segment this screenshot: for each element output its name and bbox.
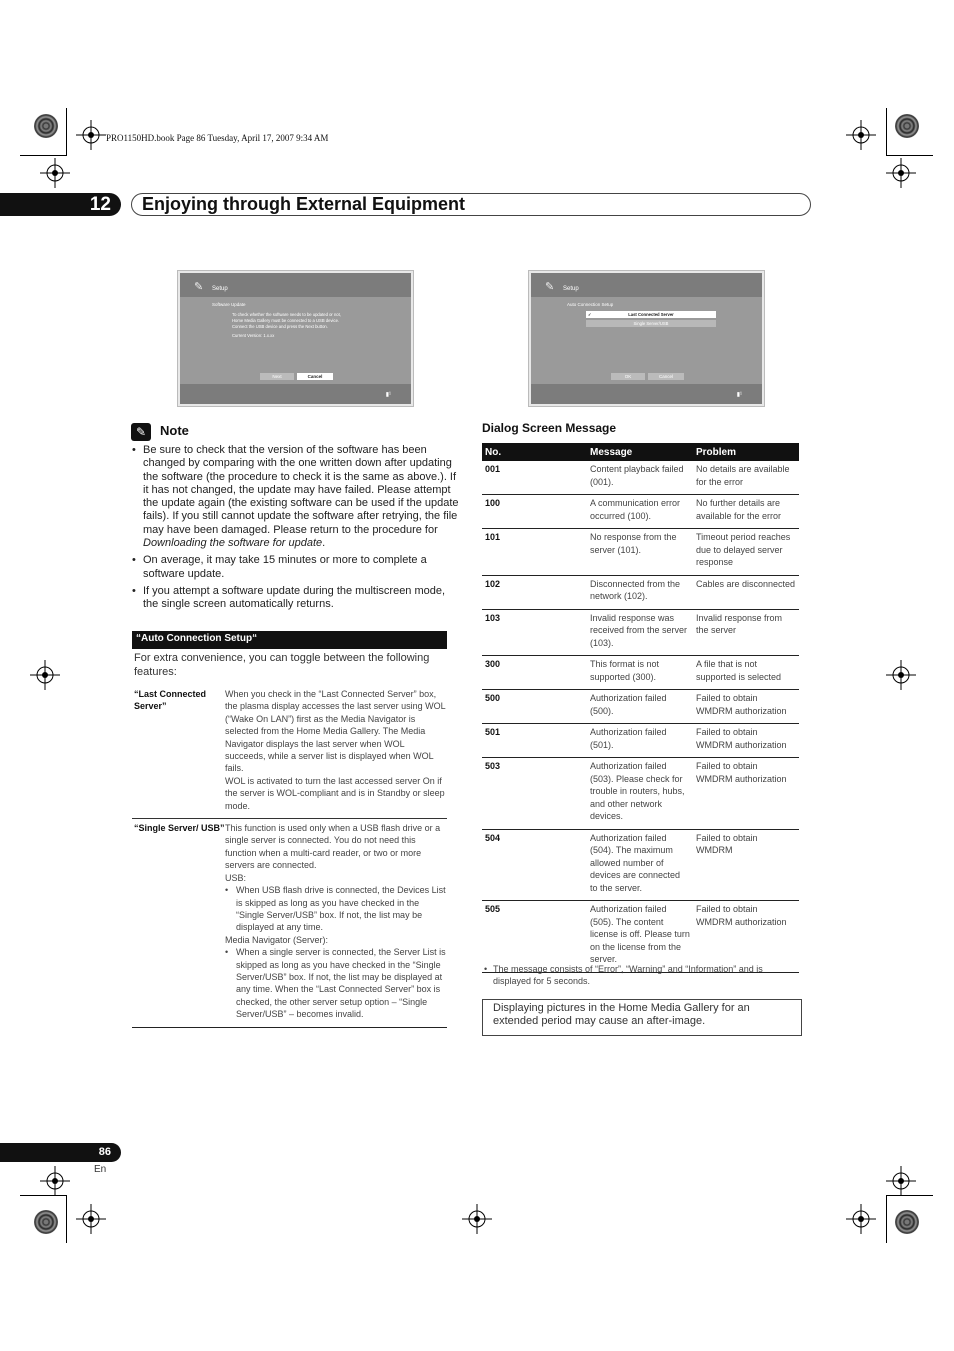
registration-mark-icon [40, 158, 70, 188]
screen-message [232, 312, 382, 339]
registration-mark-icon [846, 120, 876, 150]
screen-top-bar [180, 273, 411, 297]
cell-problem: Failed to obtain WMDRM authorization [693, 690, 799, 724]
next-button[interactable]: Next [260, 373, 294, 380]
cell-no: 001 [482, 461, 587, 495]
color-target-icon [895, 114, 919, 138]
table-footnote: • The message consists of “Error”, “Warning” and “Information” and is displayed for 5 seconds. [484, 963, 798, 987]
desc-para: When you check in the “Last Connected Server” box, the plasma display accesses the last server using WOL (“Wake On LAN”) first as the Media Navigator is selected from the Home Media Gallery. The Media Navigator displays the last server when WOL succeeds, while a server list is displayed when WOL fails. [225, 689, 446, 774]
dialog-section-title: Dialog Screen Message [482, 421, 617, 435]
cell-message: Authorization failed (504). The maximum allowed number of devices are connected to the server. [587, 829, 693, 901]
screen-bottom-bar [180, 384, 411, 404]
chapter-number: 12 [0, 193, 121, 216]
column-header: Message [587, 443, 693, 461]
cell-message: Authorization failed (501). [587, 724, 693, 758]
registration-mark-icon [76, 1204, 106, 1234]
cell-problem: Invalid response from the server [693, 609, 799, 656]
cell-problem: Timeout period reaches due to delayed server response [693, 529, 799, 576]
table-row [482, 529, 799, 576]
cell-no: 103 [482, 609, 587, 656]
cell-message: Content playback failed (001). [587, 461, 693, 495]
single-server-usb-option[interactable]: Single Server/USB [586, 320, 716, 327]
desc-bullet: • When a single server is connected, the Server List is skipped as long as you have checked in the “Single Server/USB” box. If not, the list may be displayed at any time. When the “Last Connected Server” box is checked, the other server setup option – “Single Server/USB” – becomes invalid. [225, 946, 447, 1020]
cell-no: 503 [482, 758, 587, 830]
auto-connection-screen [529, 271, 764, 406]
page-language: En [94, 1164, 107, 1175]
definition-row [132, 818, 447, 1027]
registration-mark-icon [76, 120, 106, 150]
note-item-text: Be sure to check that the version of the software has been changed by comparing with the one written down after updating the software (the procedure to check it is the same as above.). If it has not changed, the update may have failed. Please attempt the update again (the existing software can be used if the update fails). If you still cannot update the software after retrying, the file may have been damaged. Please return to the procedure for [143, 444, 459, 536]
cell-message: Authorization failed (505). The content license is off. Please turn on the license from the server. [587, 901, 693, 973]
note-item-end: . [322, 537, 326, 550]
cell-no: 501 [482, 724, 587, 758]
dialog-message-table [482, 443, 799, 973]
table-row [482, 690, 799, 724]
screen-title: Setup [212, 286, 228, 292]
page-number: 86 [0, 1143, 121, 1162]
cell-problem: No further details are available for the error [693, 495, 799, 529]
last-connected-server-option[interactable] [586, 311, 716, 318]
desc-label: USB: [225, 872, 247, 883]
chapter-title: Enjoying through External Equipment [131, 193, 811, 216]
cell-no: 300 [482, 656, 587, 690]
note-pencil-icon: ✎ [131, 423, 151, 441]
note-item-italic: Downloading the software for update [143, 537, 323, 550]
screen-title: Setup [563, 286, 579, 292]
cell-problem: Failed to obtain WMDRM authorization [693, 724, 799, 758]
cell-problem: Failed to obtain WMDRM [693, 829, 799, 901]
desc-label: Media Navigator (Server): [225, 934, 329, 945]
table-row [482, 829, 799, 901]
definition-desc [225, 822, 447, 1021]
cell-no: 101 [482, 529, 587, 576]
definition-row [132, 686, 447, 818]
cell-message: No response from the server (101). [587, 529, 693, 576]
cell-message: This format is not supported (300). [587, 656, 693, 690]
table-row [482, 495, 799, 529]
cell-message: Invalid response was received from the server (103). [587, 609, 693, 656]
section-intro: For extra convenience, you can toggle between the following features: [134, 652, 430, 678]
table-header-row [482, 443, 799, 461]
current-version: Current Version: 1.x.xx [232, 333, 275, 338]
message-line: Connect the USB device and press the Next button. [232, 324, 328, 329]
cell-no: 100 [482, 495, 587, 529]
registration-mark-icon [886, 158, 916, 188]
screen-subtitle: Auto Connection Setup [567, 302, 614, 307]
cell-problem: Cables are disconnected [693, 575, 799, 609]
cell-no: 504 [482, 829, 587, 901]
cell-message: Authorization failed (500). [587, 690, 693, 724]
note-title: Note [160, 423, 189, 438]
note-item: • On average, it may take 15 minutes or more to complete a software update. [132, 554, 460, 581]
cell-message: Disconnected from the network (102). [587, 575, 693, 609]
cell-message: A communication error occurred (100). [587, 495, 693, 529]
registration-mark-icon [30, 660, 60, 690]
software-update-screen [178, 271, 413, 406]
table-row [482, 656, 799, 690]
table-row [482, 901, 799, 973]
note-item [132, 444, 460, 550]
registration-mark-icon [846, 1204, 876, 1234]
ok-button[interactable]: OK [611, 373, 645, 380]
cancel-button[interactable]: Cancel [648, 373, 684, 380]
desc-para: This function is used only when a USB flash drive or a single server is connected. You do not need this function when a multi-card reader, or two or more servers are connected. [225, 823, 441, 871]
screen-top-bar [531, 273, 762, 297]
column-header: Problem [693, 443, 799, 461]
cell-message: Authorization failed (503). Please check for trouble in routers, hubs, and other network devices. [587, 758, 693, 830]
cell-problem: No details are available for the error [693, 461, 799, 495]
section-header: “Auto Connection Setup“ [132, 631, 447, 649]
check-icon: ✓ [588, 312, 592, 317]
definition-term: “Last Connected Server” [134, 689, 207, 711]
registration-mark-icon [886, 1166, 916, 1196]
setup-logo-icon: ✎ [194, 281, 204, 293]
cancel-button[interactable]: Cancel [297, 373, 333, 380]
table-row [482, 758, 799, 830]
definition-table [132, 686, 447, 1028]
color-target-icon [895, 1210, 919, 1234]
registration-mark-icon [462, 1204, 492, 1234]
color-target-icon [34, 1210, 58, 1234]
caution-box: Displaying pictures in the Home Media Gallery for an extended period may cause an after-image. [482, 999, 802, 1036]
cell-problem: Failed to obtain WMDRM authorization [693, 901, 799, 973]
desc-bullet: • When USB flash drive is connected, the Devices List is skipped as long as you have checked in the “Single Server/USB” box. If not, the list may be displayed at any time. [225, 884, 447, 934]
registration-mark-icon [886, 660, 916, 690]
desc-para: WOL is activated to turn the last accessed server On if the server is WOL-compliant and is in Standby or sleep mode. [225, 775, 445, 811]
cell-problem: A file that is not supported is selected [693, 656, 799, 690]
cell-no: 102 [482, 575, 587, 609]
cell-no: 500 [482, 690, 587, 724]
message-line: Home Media Gallery must be connected to a USB device. [232, 318, 340, 323]
registration-mark-icon [40, 1166, 70, 1196]
table-row [482, 575, 799, 609]
color-target-icon [34, 114, 58, 138]
table-row [482, 609, 799, 656]
remote-icon: ▮¹ [736, 392, 742, 398]
message-line: To check whether the software needs to be updated or not, [232, 312, 341, 317]
definition-desc [225, 688, 447, 812]
remote-icon: ▮¹ [385, 392, 391, 398]
option-label: Last Connected Server [628, 312, 674, 317]
column-header: No. [482, 443, 587, 461]
cell-problem: Failed to obtain WMDRM authorization [693, 758, 799, 830]
definition-term: “Single Server/ USB” [134, 823, 225, 834]
table-row [482, 461, 799, 495]
cell-no: 505 [482, 901, 587, 973]
print-info-line: PRO1150HD.book Page 86 Tuesday, April 17, 2007 9:34 AM [106, 133, 329, 143]
note-list [132, 444, 460, 616]
screen-subtitle: Software Update [212, 302, 246, 307]
screen-bottom-bar [531, 384, 762, 404]
note-item: • If you attempt a software update during the multiscreen mode, the single screen automatically returns. [132, 585, 460, 612]
setup-logo-icon: ✎ [545, 281, 555, 293]
table-row [482, 724, 799, 758]
